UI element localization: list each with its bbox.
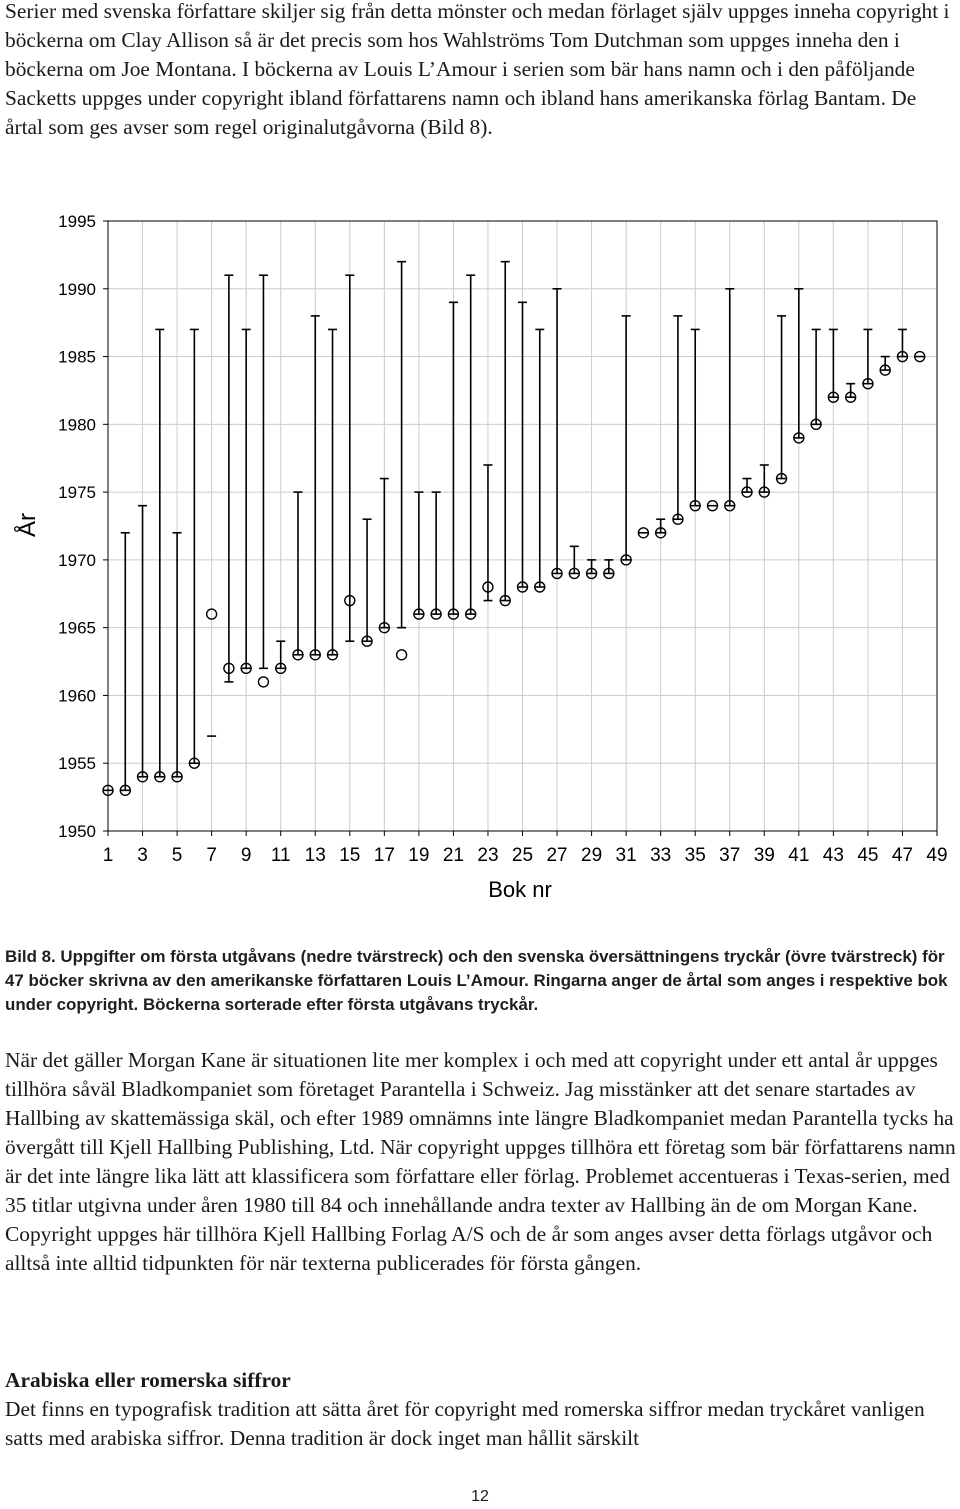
section-heading: Arabiska eller romerska siffror [5, 1368, 291, 1392]
x-tick-label: 13 [304, 845, 326, 866]
copyright-year-circle [258, 677, 268, 687]
y-tick-label: 1950 [58, 822, 96, 841]
y-axis-label: År [14, 513, 41, 537]
x-tick-label: 33 [650, 845, 672, 866]
x-tick-label: 41 [788, 845, 810, 866]
x-tick-label: 29 [581, 845, 603, 866]
x-tick-label: 31 [615, 845, 637, 866]
x-tick-label: 39 [753, 845, 775, 866]
x-tick-label: 21 [442, 845, 464, 866]
x-tick-label: 15 [339, 845, 361, 866]
y-tick-label: 1965 [58, 618, 96, 638]
x-axis-label: Bok nr [488, 877, 552, 902]
x-tick-label: 7 [206, 845, 217, 866]
y-tick-label: 1960 [58, 686, 96, 706]
chart [0, 195, 960, 915]
paragraph-intro: Serier med svenska författare skiljer sig från detta mönster och medan förlaget själv uppges inneha copyright i böckerna om Clay Allison så är det precis som hos Wahlströms Tom Dutchman som uppges inneha den i böckerna om Joe Montana. I böckerna av Louis L’Amour i serien som bär hans namn och i den påföljande Sacketts uppges under copyright ibland författarens namn och ibland hans amerikanska förlag Bantam. De årtal som ges avser som regel originalutgåvorna (Bild 8). [5, 0, 950, 139]
x-tick-label: 49 [926, 845, 948, 866]
x-tick-label: 5 [171, 845, 183, 866]
x-tick-label: 35 [684, 845, 706, 866]
paragraph-typography: Det finns en typografisk tradition att sätta året för copyright med romerska siffror medan tryckåret vanligen satts med arabiska siffror. Denna tradition är dock inget man hållit särskilt [5, 1397, 925, 1450]
x-tick-label: 37 [719, 845, 741, 866]
copyright-year-circle [397, 650, 407, 660]
y-tick-label: 1985 [58, 347, 96, 367]
x-tick-label: 25 [511, 845, 534, 866]
page-number: 12 [471, 1488, 489, 1505]
y-tick-label: 1980 [58, 415, 96, 435]
x-tick-label: 11 [270, 845, 291, 866]
y-tick-label: 1995 [58, 212, 96, 231]
x-tick-label: 9 [240, 845, 252, 866]
x-tick-label: 3 [137, 845, 148, 866]
x-tick-label: 17 [373, 845, 395, 866]
x-tick-label: 43 [822, 845, 844, 866]
figure-caption: Bild 8. Uppgifter om första utgåvans (nedre tvärstreck) och den svenska översättningens tryckår (övre tvärstreck) för 47 böcker skrivna av den amerikanske författaren Louis L’Amour. Ringarna anger de årtal som anges i respektive bok under copyright. Böckerna sorterade efter första utgåvans tryckår. [5, 947, 948, 1014]
y-tick-label: 1970 [58, 550, 96, 570]
paragraph-morgan-kane: När det gäller Morgan Kane är situationen lite mer komplex i och med att copyright under ett antal år uppges tillhöra såväl Bladkompaniet som företaget Parantella i Schweiz. Jag misstänker att det senare startades av Hallbing av skattemässiga skäl, och efter 1989 omnämns inte längre Bladkompaniet medan Parantella tycks ha övergått till Kjell Hallbing Publishing, Ltd. När copyright uppges tillhöra ett företag som bär författarens namn är det inte längre lika lätt att klassificera som författare eller förlag. Problemet accentueras i Texas-serien, med 35 titlar utgivna under åren 1980 till 84 och innehållande andra texter av Hallbing än de om Morgan Kane. Copyright uppges här tillhöra Kjell Hallbing Forlag A/S och de år som anges avser detta förlags utgåvor och alltså inte alltid tidpunkten för när texterna publicerades för första gången. [5, 1048, 956, 1275]
x-tick-label: 45 [857, 845, 879, 866]
marks-layer [103, 262, 925, 796]
x-tick-label: 23 [477, 845, 499, 866]
y-tick-label: 1990 [58, 279, 96, 299]
x-tick-label: 27 [546, 845, 568, 866]
x-tick-label: 47 [891, 845, 914, 866]
y-tick-label: 1975 [58, 483, 96, 503]
x-tick-label: 1 [102, 845, 114, 866]
y-tick-label: 1955 [58, 754, 96, 774]
x-tick-label: 19 [408, 845, 430, 866]
chart-svg [0, 195, 960, 915]
